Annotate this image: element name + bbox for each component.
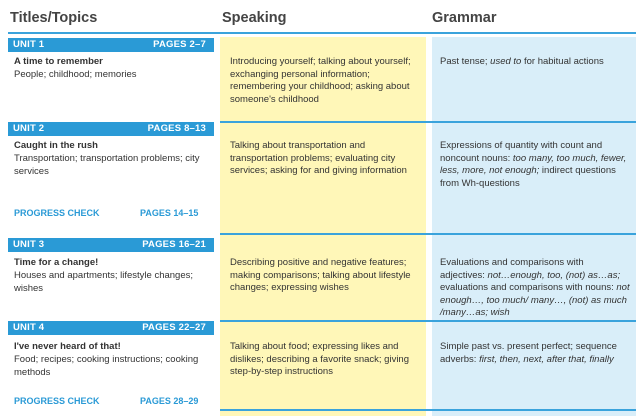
unit-2-title: Caught in the rush (14, 140, 98, 151)
grammar-text: for habitual actions (521, 56, 604, 67)
row-divider (220, 409, 636, 411)
unit-1-grammar (440, 56, 630, 69)
unit-3-speaking: Describing positive and negative features; making comparisons; talking about lifestyle changes; expressing wishes (230, 257, 411, 293)
unit-4-bar (8, 321, 214, 335)
row-divider (220, 121, 636, 123)
grammar-text: Expressions of quantity with count and noncount nouns: (440, 140, 603, 164)
unit-2-bar (8, 122, 214, 136)
unit-4-topics: Food; recipes; cooking instructions; cooking methods (14, 354, 199, 378)
grammar-italic: first, then, next, after that, finally (479, 353, 614, 365)
grammar-italic: wish (488, 307, 510, 318)
grammar-text: Evaluations and comparisons with adjectives: (440, 257, 584, 281)
progress-pages: PAGES 14–15 (140, 208, 199, 218)
unit-pages: PAGES 2–7 (153, 39, 206, 50)
topics-header: Titles/Topics (10, 10, 98, 26)
unit-2-speaking: Talking about transportation and transportation problems; evaluating city services; asking for and giving information (230, 140, 407, 176)
unit-2-topics: Transportation; transportation problems; city services (14, 153, 200, 177)
progress-pages: PAGES 28–29 (140, 396, 199, 406)
grammar-italic: used to (490, 56, 522, 67)
grammar-italic: too many, too much, fewer, less, more, not enough; (440, 152, 627, 176)
unit-pages: PAGES 16–21 (142, 239, 206, 250)
grammar-italic: not…enough, too, (not) as…as; (487, 269, 621, 281)
unit-1-title: A time to remember (14, 56, 103, 67)
unit-4-grammar (440, 341, 630, 366)
unit-4-speaking: Talking about food; expressing likes and dislikes; describing a favorite snack; giving step-by-step instructions (230, 341, 410, 377)
unit-pages: PAGES 22–27 (142, 322, 206, 333)
grammar-header: Grammar (432, 10, 497, 26)
progress-label: PROGRESS CHECK (14, 208, 100, 218)
grammar-text: indirect questions from Wh-questions (440, 165, 616, 189)
unit-1-topics: People; childhood; memories (14, 69, 137, 80)
unit-3-grammar (440, 257, 630, 320)
unit-pages: PAGES 8–13 (147, 123, 206, 134)
progress-check-1 (14, 208, 210, 220)
row-divider (220, 233, 636, 235)
grammar-italic: not enough…, too much/ many…, (not) as much /many…as; (440, 282, 630, 318)
unit-2-grammar (440, 140, 630, 190)
progress-label: PROGRESS CHECK (14, 396, 100, 406)
header-divider (8, 32, 636, 34)
unit-3-bar (8, 238, 214, 252)
grammar-text: Simple past vs. present perfect; sequence adverbs: (440, 341, 617, 365)
unit-1-speaking: Introducing yourself; talking about yourself; exchanging personal information; remembering your childhood; asking about someone's childhood (230, 56, 411, 105)
unit-3-title: Time for a change! (14, 257, 99, 268)
progress-check-2 (14, 396, 210, 408)
unit-4-title: I've never heard of that! (14, 341, 121, 352)
unit-1-bar (8, 38, 214, 52)
speaking-header: Speaking (222, 10, 287, 26)
row-divider (220, 320, 636, 322)
grammar-text: Past tense; (440, 56, 491, 67)
unit-3-topics: Houses and apartments; lifestyle changes; wishes (14, 270, 194, 294)
grammar-text: evaluations and comparisons with nouns: (440, 282, 617, 293)
unit-label: UNIT 4 (13, 322, 45, 333)
unit-label: UNIT 2 (13, 123, 45, 134)
unit-label: UNIT 1 (13, 39, 45, 50)
unit-label: UNIT 3 (13, 239, 45, 250)
